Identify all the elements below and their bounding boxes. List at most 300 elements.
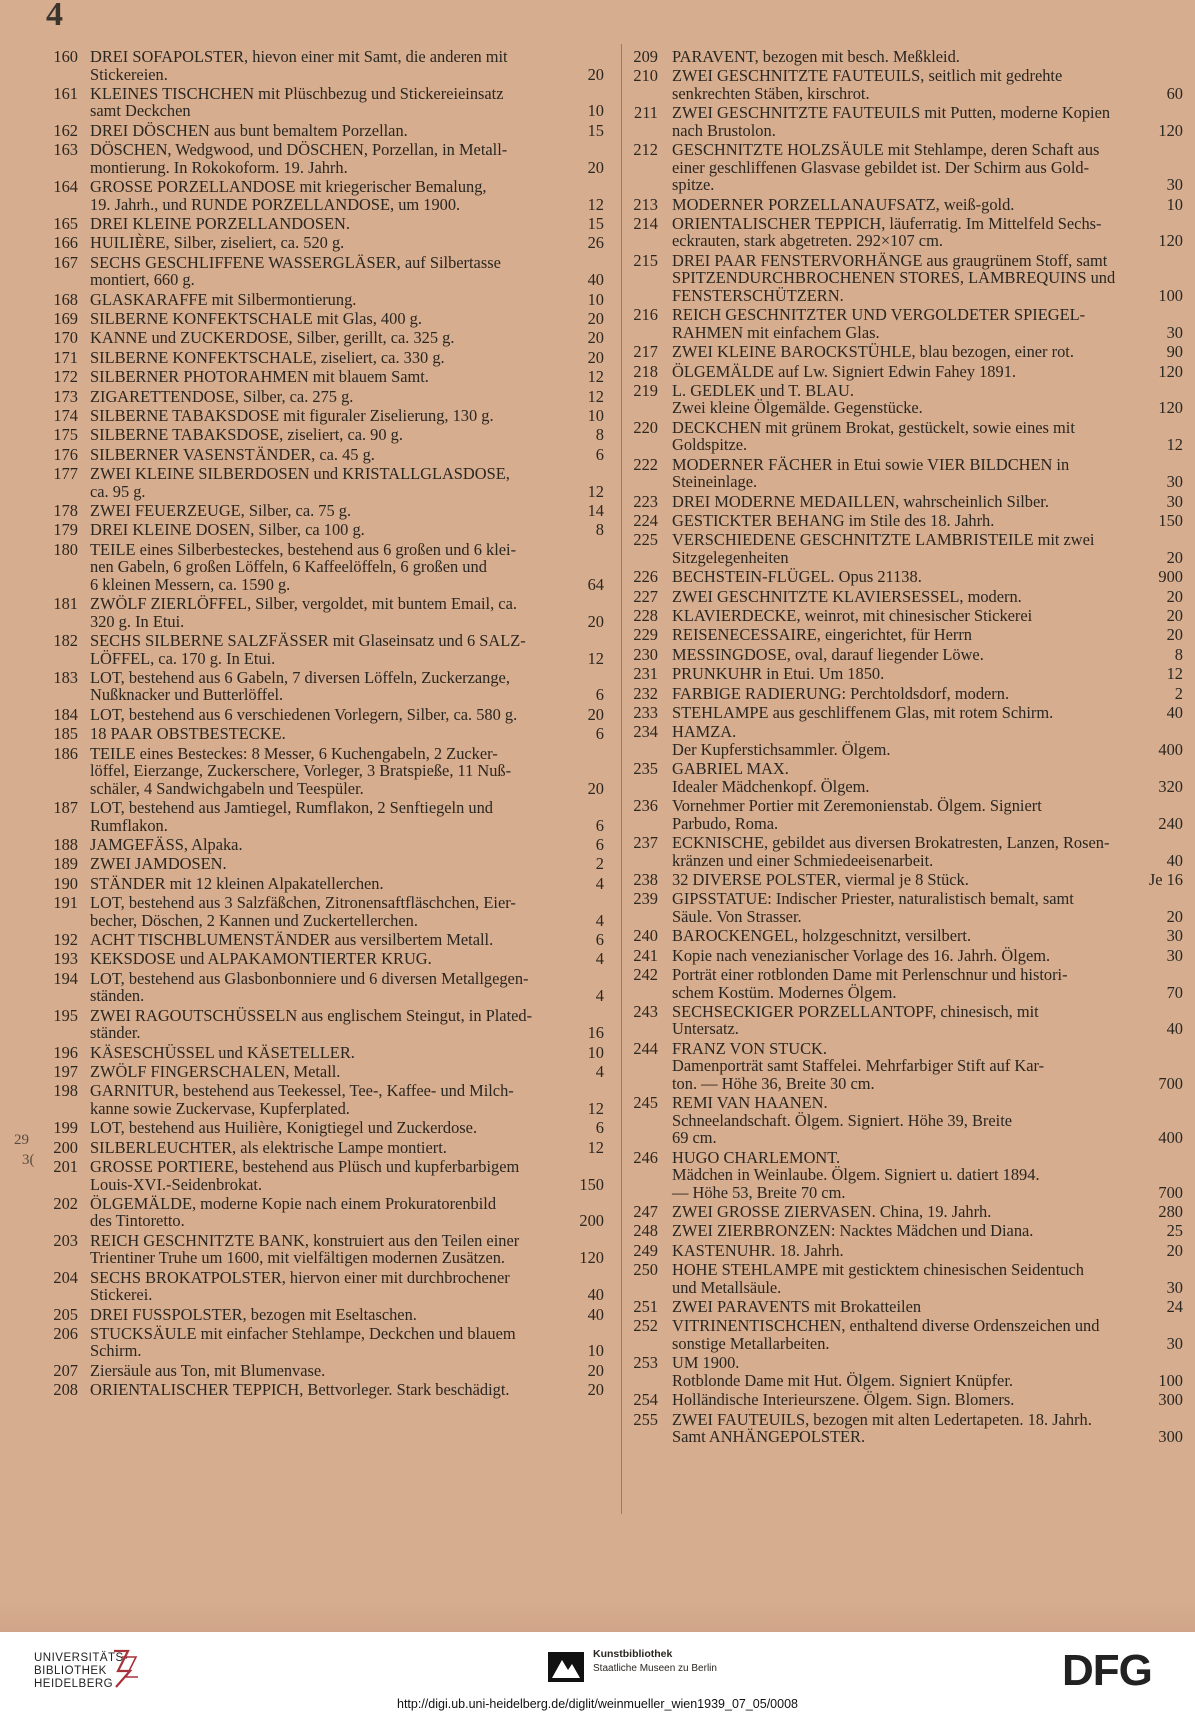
lot-description-line: eckrauten, stark abgetreten. 292×107 cm. xyxy=(672,231,943,251)
lot-price: 26 xyxy=(587,233,604,253)
lot-price: 10 xyxy=(587,101,604,121)
lot-price: 6 xyxy=(595,834,604,854)
lot-description-line: Sitzgelegenheiten xyxy=(672,547,789,567)
lot-entry xyxy=(628,927,1183,945)
lot-entry xyxy=(46,291,604,309)
lot-number: 160 xyxy=(53,47,78,66)
lot-description xyxy=(672,1354,1183,1389)
lot-description xyxy=(90,141,604,176)
lot-description-line: GROSSE PORZELLANDOSE mit kriegerischer Bemalung, xyxy=(90,177,487,197)
lot-price: 40 xyxy=(587,270,604,290)
lot-description-line: SILBERNE TABAKSDOSE mit figuraler Ziselierung, 130 g. xyxy=(90,405,494,425)
kunstbibliothek-logo-icon xyxy=(548,1652,584,1682)
lot-number: 169 xyxy=(53,309,78,329)
lot-description xyxy=(90,254,604,289)
lot-description xyxy=(672,343,1183,361)
lot-price: 10 xyxy=(587,1042,604,1062)
lot-price: 240 xyxy=(1158,813,1183,833)
dfg-logo[interactable]: DFG xyxy=(1062,1646,1152,1695)
lot-price: 90 xyxy=(1166,342,1183,362)
lot-description-line: schäler, 4 Sandwichgabeln und Teespüler. xyxy=(90,778,364,798)
lot-number: 232 xyxy=(633,683,658,703)
lot-description-line: BECHSTEIN-FLÜGEL. Opus 21138. xyxy=(672,567,922,587)
lot-description-line: LOT, bestehend aus Jamtiegel, Rumflakon, 2 Senftiegeln und xyxy=(90,798,493,818)
lot-entry xyxy=(628,1094,1183,1147)
lot-entry xyxy=(46,407,604,425)
lot-entry xyxy=(46,894,604,929)
lot-description-line: senkrechten Stäben, kirschrot. xyxy=(672,83,870,103)
lot-description-line: ÖLGEMÄLDE auf Lw. Signiert Edwin Fahey 1891. xyxy=(672,361,1016,381)
lot-entry xyxy=(46,1362,604,1380)
lot-number: 229 xyxy=(633,625,658,645)
lot-description xyxy=(672,382,1183,417)
lot-number: 242 xyxy=(633,965,658,984)
lot-price: 12 xyxy=(1166,435,1183,455)
lot-entry xyxy=(46,1232,604,1267)
lot-description-line: Mädchen in Weinlaube. Ölgem. Signiert u. datiert 1894. xyxy=(672,1165,1040,1185)
lot-price: 30 xyxy=(1166,1277,1183,1297)
lot-description-line: MODERNER PORZELLANAUFSATZ, weiß-gold. xyxy=(672,194,1015,214)
lot-price: 10 xyxy=(587,289,604,309)
lot-price: 12 xyxy=(587,386,604,406)
lot-number: 204 xyxy=(53,1267,78,1287)
lot-number: 247 xyxy=(633,1201,658,1221)
lot-price: 150 xyxy=(579,1174,604,1194)
lot-description-line: ORIENTALISCHER TEPPICH, läuferratig. Im Mittelfeld Sechs- xyxy=(672,213,1102,233)
column-divider xyxy=(621,44,622,1514)
lot-price: 12 xyxy=(587,481,604,501)
lot-description-line: ÖLGEMÄLDE, moderne Kopie nach einem Prokuratorenbild xyxy=(90,1193,497,1213)
lot-price: 40 xyxy=(587,1285,604,1305)
lot-entry xyxy=(46,745,604,798)
lot-entry xyxy=(46,1381,604,1399)
lot-number: 166 xyxy=(53,233,78,253)
lot-price: 20 xyxy=(1166,547,1183,567)
lot-number: 219 xyxy=(633,380,658,400)
lot-description-line: REISENECESSAIRE, eingerichtet, für Herrn xyxy=(672,625,972,645)
lot-description xyxy=(90,426,604,444)
lot-price: 4 xyxy=(595,1061,604,1081)
lot-description-line: kanne sowie Zuckervase, Kupferplated. xyxy=(90,1098,350,1118)
lot-entry xyxy=(628,1149,1183,1202)
lot-description xyxy=(90,234,604,252)
lot-number: 215 xyxy=(633,250,658,270)
lot-description-line: 69 cm. xyxy=(672,1128,717,1148)
lot-description-line: DREI KLEINE DOSEN, Silber, ca 100 g. xyxy=(90,520,365,540)
right-column-lot-list xyxy=(628,48,1183,1447)
lot-number: 230 xyxy=(633,644,658,664)
lot-description-line: 6 kleinen Messern, ca. 1590 g. xyxy=(90,574,291,594)
lot-description-line: VITRINENTISCHCHEN, enthaltend diverse Ordenszeichen und xyxy=(672,1316,1100,1336)
lot-description-line: GABRIEL MAX. xyxy=(672,759,789,779)
lot-price: 12 xyxy=(587,194,604,214)
lot-price: 25 xyxy=(1166,1221,1183,1241)
permalink-url[interactable]: http://digi.ub.uni-heidelberg.de/diglit/weinmueller_wien1939_07_05/0008 xyxy=(397,1697,798,1711)
lot-description xyxy=(90,388,604,406)
lot-price: 30 xyxy=(1166,1333,1183,1353)
lot-description-line: HUILIÈRE, Silber, ziseliert, ca. 520 g. xyxy=(90,233,345,253)
lot-description xyxy=(90,521,604,539)
lot-entry xyxy=(628,890,1183,925)
lot-description xyxy=(672,646,1183,664)
lot-entry xyxy=(46,855,604,873)
lot-entry xyxy=(46,141,604,176)
lot-number: 220 xyxy=(633,417,658,437)
lot-number: 171 xyxy=(53,347,78,367)
lot-entry xyxy=(628,104,1183,139)
lot-description-line: TEILE eines Silberbesteckes, bestehend aus 6 großen und 6 klei- xyxy=(90,539,517,559)
lot-number: 208 xyxy=(53,1380,78,1400)
lot-number: 252 xyxy=(633,1316,658,1336)
lot-price: 20 xyxy=(1166,625,1183,645)
lot-description-line: Untersatz. xyxy=(672,1019,739,1039)
lot-number: 195 xyxy=(53,1005,78,1025)
lot-price: 20 xyxy=(587,347,604,367)
lot-description-line: ZWEI JAMDOSEN. xyxy=(90,854,227,874)
lot-number: 211 xyxy=(634,103,658,123)
left-column-lot-list xyxy=(46,48,604,1401)
lot-description-line: löffel, Eierzange, Zuckerschere, Vorleger, 3 Bratspieße, 11 Nuß- xyxy=(90,761,512,781)
lot-description xyxy=(672,141,1183,194)
lot-description-line: Parbudo, Roma. xyxy=(672,813,779,833)
lot-entry xyxy=(46,1007,604,1042)
lot-description-line: SECHS GESCHLIFFENE WASSERGLÄSER, auf Silbertasse xyxy=(90,252,501,272)
lot-number: 236 xyxy=(633,796,658,816)
lot-description xyxy=(672,927,1183,945)
lot-number: 177 xyxy=(53,464,78,484)
lot-description xyxy=(672,419,1183,454)
lot-description-line: Stickerei. xyxy=(90,1285,153,1305)
lot-description-line: Stickereien. xyxy=(90,64,168,84)
lot-price: 30 xyxy=(1166,945,1183,965)
lot-entry xyxy=(628,1242,1183,1260)
lot-description xyxy=(672,215,1183,250)
lot-description xyxy=(672,588,1183,606)
lot-description xyxy=(90,122,604,140)
lot-description-line: DREI KLEINE PORZELLANDOSEN. xyxy=(90,213,350,233)
lot-description xyxy=(90,368,604,386)
lot-number: 231 xyxy=(633,664,658,684)
lot-description-line: ZWEI FAUTEUILS, bezogen mit alten Ledertapeten. 18. Jahrh. xyxy=(672,1409,1092,1429)
lot-description-line: ton. — Höhe 36, Breite 30 cm. xyxy=(672,1073,875,1093)
lot-price: 20 xyxy=(1166,906,1183,926)
logo-line: HEIDELBERG xyxy=(34,1678,114,1690)
lot-description xyxy=(672,1040,1183,1093)
lot-description-line: SECHSECKIGER PORZELLANTOPF, chinesisch, mit xyxy=(672,1001,1039,1021)
lot-number: 193 xyxy=(53,949,78,969)
lot-price: Je 16 xyxy=(1148,869,1183,889)
lot-entry xyxy=(46,122,604,140)
lot-entry xyxy=(46,595,604,630)
lot-description xyxy=(90,291,604,309)
lot-entry xyxy=(628,419,1183,454)
lot-description xyxy=(90,950,604,968)
lot-description xyxy=(90,502,604,520)
lot-description-line: GESCHNITZTE HOLZSÄULE mit Stehlampe, deren Schaft aus xyxy=(672,140,1100,160)
lot-number: 162 xyxy=(53,120,78,140)
lot-entry xyxy=(628,568,1183,586)
lot-description-line: SECHS SILBERNE SALZFÄSSER mit Glaseinsatz und 6 SALZ- xyxy=(90,631,526,651)
lot-description xyxy=(672,665,1183,683)
lot-entry xyxy=(46,950,604,968)
lot-entry xyxy=(628,947,1183,965)
lot-description xyxy=(90,178,604,213)
lot-price: 4 xyxy=(595,910,604,930)
lot-description xyxy=(672,1261,1183,1296)
lot-price: 120 xyxy=(1158,120,1183,140)
lot-price: 300 xyxy=(1158,1390,1183,1410)
lot-description-line: REICH GESCHNITZTE BANK, konstruiert aus den Teilen einer xyxy=(90,1230,520,1250)
lot-price: 8 xyxy=(595,520,604,540)
lot-number: 223 xyxy=(633,491,658,511)
lot-description-line: ZIGARETTENDOSE, Silber, ca. 275 g. xyxy=(90,386,354,406)
lot-price: 12 xyxy=(587,367,604,387)
lot-price: 700 xyxy=(1158,1182,1183,1202)
lot-description xyxy=(90,745,604,798)
lot-entry xyxy=(628,343,1183,361)
lot-entry xyxy=(628,966,1183,1001)
lot-entry xyxy=(628,1261,1183,1296)
lot-description-line: nen Gabeln, 6 großen Löffeln, 6 Kaffeelöffeln, 6 großen und xyxy=(90,557,487,577)
lot-entry xyxy=(46,502,604,520)
lot-number: 234 xyxy=(633,722,658,742)
lot-description xyxy=(90,310,604,328)
lot-description-line: STEHLAMPE aus geschliffenem Glas, mit rotem Schirm. xyxy=(672,702,1054,722)
lot-number: 212 xyxy=(633,140,658,160)
lot-price: 40 xyxy=(587,1304,604,1324)
lot-price: 8 xyxy=(1174,644,1183,664)
lot-price: 30 xyxy=(1166,491,1183,511)
lot-description xyxy=(672,626,1183,644)
lot-description-line: Porträt einer rotblonden Dame mit Perlenschnur und histori- xyxy=(672,965,1068,984)
lot-number: 240 xyxy=(633,926,658,946)
lot-description xyxy=(672,1317,1183,1352)
lot-number: 217 xyxy=(633,342,658,362)
lot-description-line: Holländische Interieurszene. Ölgem. Sign. Blomers. xyxy=(672,1390,1015,1410)
lot-number: 216 xyxy=(633,305,658,325)
lot-description xyxy=(672,723,1183,758)
lot-description-line: ständer. xyxy=(90,1023,141,1043)
lot-description-line: SILBERLEUCHTER, als elektrische Lampe montiert. xyxy=(90,1137,447,1157)
lot-number: 178 xyxy=(53,501,78,521)
lot-description xyxy=(672,48,1183,66)
lot-description-line: MODERNER FÄCHER in Etui sowie VIER BILDCHEN in xyxy=(672,454,1070,474)
lot-description xyxy=(90,1139,604,1157)
lot-description-line: BAROCKENGEL, holzgeschnitzt, versilbert. xyxy=(672,926,972,946)
lot-number: 197 xyxy=(53,1061,78,1081)
lot-description-line: GESTICKTER BEHANG im Stile des 18. Jahrh. xyxy=(672,510,995,530)
lot-description-line: VERSCHIEDENE GESCHNITZTE LAMBRISTEILE mit zwei xyxy=(672,530,1095,550)
lot-description-line: REMI VAN HAANEN. xyxy=(672,1093,828,1113)
lot-entry xyxy=(46,234,604,252)
lot-description-line: DREI PAAR FENSTERVORHÄNGE aus graugrünem Stoff, samt xyxy=(672,250,1108,270)
lot-price: 64 xyxy=(587,574,604,594)
lot-description-line: ZWEI PARAVENTS mit Brokatteilen xyxy=(672,1297,922,1317)
lot-description-line: GLASKARAFFE mit Silbermontierung. xyxy=(90,289,357,309)
lot-entry xyxy=(628,493,1183,511)
lot-entry xyxy=(628,1203,1183,1221)
lot-entry xyxy=(46,215,604,233)
lot-entry xyxy=(46,1158,604,1193)
lot-number: 168 xyxy=(53,289,78,309)
lot-description xyxy=(672,1149,1183,1202)
lot-description-line: LOT, bestehend aus Glasbonbonniere und 6 diversen Metallgegen- xyxy=(90,968,529,988)
lot-price: 20 xyxy=(587,1360,604,1380)
lot-description xyxy=(90,855,604,873)
lot-description-line: Säule. Von Strasser. xyxy=(672,906,802,926)
lot-description-line: Samt ANHÄNGEPOLSTER. xyxy=(672,1427,866,1447)
lot-description-line: GROSSE PORTIERE, bestehend aus Plüsch und kupferbarbigem xyxy=(90,1157,520,1177)
lot-description xyxy=(90,799,604,834)
lot-description-line: ZWEI GESCHNITZTE FAUTEUILS mit Putten, moderne Kopien xyxy=(672,103,1111,123)
lot-entry xyxy=(46,541,604,594)
lot-price: 400 xyxy=(1158,1128,1183,1148)
lot-description xyxy=(90,407,604,425)
lot-number: 226 xyxy=(633,567,658,587)
lot-description-line: Rumflakon. xyxy=(90,815,168,835)
lot-entry xyxy=(628,1040,1183,1093)
lot-price: 20 xyxy=(587,64,604,84)
lot-description-line: Rotblonde Dame mit Hut. Ölgem. Signiert Knüpfer. xyxy=(672,1370,1013,1390)
lot-entry xyxy=(46,669,604,704)
lot-description xyxy=(90,446,604,464)
lot-description-line: DÖSCHEN, Wedgwood, und DÖSCHEN, Porzellan, in Metall- xyxy=(90,140,508,160)
lot-number: 251 xyxy=(633,1297,658,1317)
lot-number: 163 xyxy=(53,140,78,160)
lot-number: 227 xyxy=(633,586,658,606)
lot-entry xyxy=(46,1306,604,1324)
lot-description-line: kränzen und einer Schmiedeeisenarbeit. xyxy=(672,850,934,870)
lot-number: 246 xyxy=(633,1147,658,1167)
lot-price: 15 xyxy=(587,120,604,140)
lot-description-line: Vornehmer Portier mit Zeremonienstab. Ölgem. Signiert xyxy=(672,796,1042,816)
lot-description-line: Idealer Mädchenkopf. Ölgem. xyxy=(672,776,870,796)
lot-description xyxy=(672,1411,1183,1446)
lot-description-line: ZWEI RAGOUTSCHÜSSELN aus englischem Steingut, in Plated- xyxy=(90,1005,533,1025)
lot-price: 60 xyxy=(1166,83,1183,103)
lot-entry xyxy=(628,512,1183,530)
lot-description xyxy=(672,607,1183,625)
lot-description-line: ZWEI GESCHNITZTE FAUTEUILS, seitlich mit gedrehte xyxy=(672,66,1063,86)
lot-price: 120 xyxy=(1158,398,1183,418)
lot-entry xyxy=(46,875,604,893)
lot-description-line: ca. 95 g. xyxy=(90,481,146,501)
lot-price: 120 xyxy=(1158,231,1183,251)
lot-number: 189 xyxy=(53,854,78,874)
lot-description-line: LOT, bestehend aus 6 verschiedenen Vorlegern, Silber, ca. 580 g. xyxy=(90,704,518,724)
lot-description xyxy=(672,1094,1183,1147)
lot-number: 222 xyxy=(633,454,658,474)
page-number: 4 xyxy=(46,0,63,33)
lot-price: 30 xyxy=(1166,472,1183,492)
lot-description-line: LOT, bestehend aus Huilière, Konigtiegel und Zuckerdose. xyxy=(90,1118,478,1138)
lot-description xyxy=(90,349,604,367)
lot-price: 200 xyxy=(579,1211,604,1231)
lot-entry xyxy=(46,349,604,367)
lot-description xyxy=(90,1362,604,1380)
lot-number: 176 xyxy=(53,444,78,464)
lot-description-line: DECKCHEN mit grünem Brokat, gestückelt, sowie eines mit xyxy=(672,417,1075,437)
lot-price: 20 xyxy=(1166,586,1183,606)
lot-price: 20 xyxy=(587,328,604,348)
lot-description-line: KASTENUHR. 18. Jahrh. xyxy=(672,1240,844,1260)
lot-number: 233 xyxy=(633,702,658,722)
lot-entry xyxy=(46,931,604,949)
lot-description xyxy=(90,595,604,630)
lot-description-line: Trientiner Truhe um 1600, mit vielfältigen modernen Zusätzen. xyxy=(90,1248,506,1268)
lot-price: 24 xyxy=(1166,1297,1183,1317)
lot-description-line: ZWEI GESCHNITZTE KLAVIERSESSEL, modern. xyxy=(672,586,1022,606)
lot-entry xyxy=(46,446,604,464)
lot-number: 175 xyxy=(53,425,78,445)
lot-entry xyxy=(628,1354,1183,1389)
lot-number: 209 xyxy=(633,47,658,66)
lot-entry xyxy=(628,456,1183,491)
lot-description-line: — Höhe 53, Breite 70 cm. xyxy=(672,1182,846,1202)
lot-entry xyxy=(628,1222,1183,1240)
lot-number: 210 xyxy=(633,66,658,86)
lot-description-line: schem Kostüm. Modernes Ölgem. xyxy=(672,982,897,1002)
margin-note: 29 xyxy=(14,1132,29,1148)
lot-description-line: Steineinlage. xyxy=(672,472,758,492)
lot-entry xyxy=(628,196,1183,214)
lot-description xyxy=(672,1222,1183,1240)
lot-description-line: KEKSDOSE und ALPAKAMONTIERTER KRUG. xyxy=(90,949,432,969)
lot-description-line: HUGO CHARLEMONT. xyxy=(672,1147,841,1167)
logo-line: BIBLIOTHEK xyxy=(34,1665,107,1677)
lot-number: 218 xyxy=(633,361,658,381)
lot-entry xyxy=(628,141,1183,194)
lot-number: 180 xyxy=(53,539,78,559)
lot-description xyxy=(672,306,1183,341)
lot-entry xyxy=(628,760,1183,795)
lot-description xyxy=(672,685,1183,703)
lot-number: 198 xyxy=(53,1081,78,1101)
lot-entry xyxy=(628,1317,1183,1352)
lot-price: 70 xyxy=(1166,982,1183,1002)
lot-description xyxy=(90,1325,604,1360)
lot-entry xyxy=(628,1298,1183,1316)
lot-description xyxy=(672,493,1183,511)
lot-number: 190 xyxy=(53,873,78,893)
lot-entry xyxy=(628,797,1183,832)
lot-description-line: FARBIGE RADIERUNG: Perchtoldsdorf, modern. xyxy=(672,683,1010,703)
lot-number: 241 xyxy=(633,945,658,965)
lot-description-line: Kopie nach venezianischer Vorlage des 16. Jahrh. Ölgem. xyxy=(672,945,1051,965)
lot-description-line: Nußknacker und Butterlöffel. xyxy=(90,685,284,705)
lot-description xyxy=(90,1232,604,1267)
lot-entry xyxy=(628,67,1183,102)
lot-number: 255 xyxy=(633,1409,658,1429)
lot-number: 237 xyxy=(633,833,658,853)
lot-entry xyxy=(46,1119,604,1137)
lot-price: 2 xyxy=(595,854,604,874)
lot-number: 184 xyxy=(53,704,78,724)
lot-description-line: 32 DIVERSE POLSTER, viermal je 8 Stück. xyxy=(672,869,969,889)
lot-price: 120 xyxy=(579,1248,604,1268)
lot-number: 245 xyxy=(633,1093,658,1113)
lot-entry xyxy=(628,871,1183,889)
lot-description-line: nach Brustolon. xyxy=(672,120,776,140)
lot-description-line: KLAVIERDECKE, weinrot, mit chinesischer Stickerei xyxy=(672,606,1033,626)
lot-description xyxy=(672,1242,1183,1260)
library-title[interactable]: Kunstbibliothek xyxy=(593,1648,673,1660)
lot-description-line: ZWEI KLEINE SILBERDOSEN und KRISTALLGLASDOSE, xyxy=(90,464,510,484)
lot-description xyxy=(90,1007,604,1042)
lot-description-line: L. GEDLEK und T. BLAU. xyxy=(672,380,854,400)
lot-description xyxy=(90,465,604,500)
lot-entry xyxy=(628,646,1183,664)
